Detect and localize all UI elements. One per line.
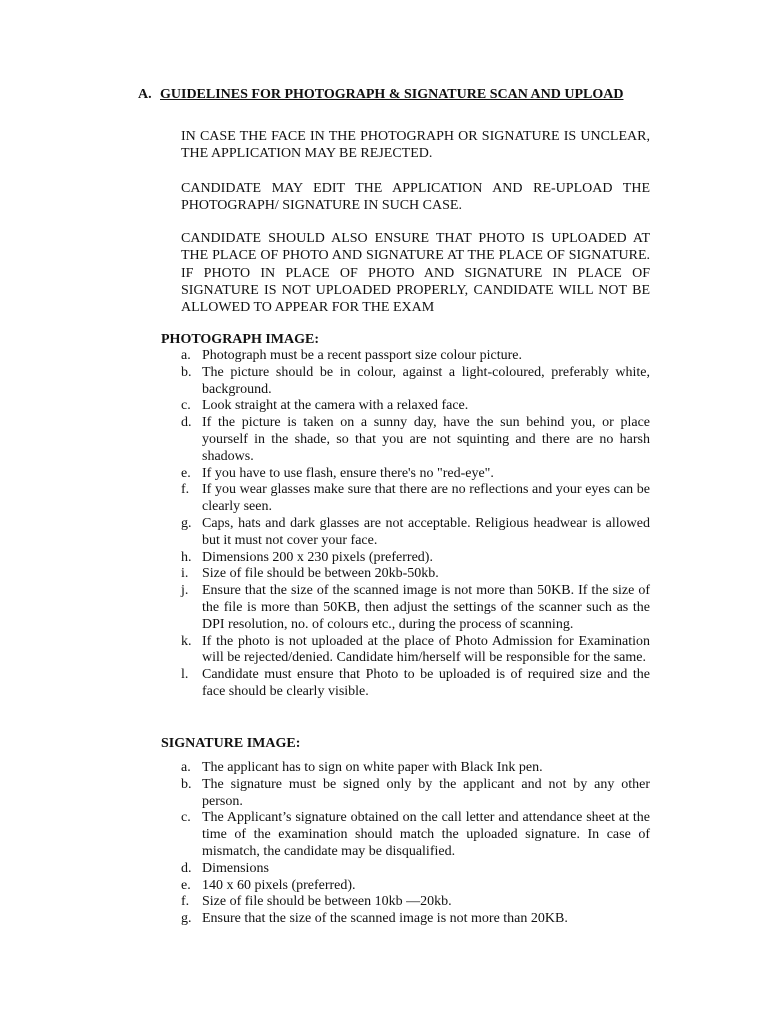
list-item-text: Dimensions 200 x 230 pixels (preferred).	[202, 549, 433, 565]
list-marker: l.	[181, 667, 189, 683]
section-heading	[138, 86, 623, 104]
list-marker: d.	[181, 860, 192, 876]
list-item-text: Photograph must be a recent passport size colour picture.	[202, 348, 522, 363]
list-item-text: Look straight at the camera with a relaxed face.	[202, 398, 469, 414]
list-marker: k.	[181, 633, 192, 649]
list-item	[0, 878, 650, 895]
list-item-text: If the photo is not uploaded at the place of Photo Admission for Examination will be rejected/denied. Candidate him/herself will be responsible for the same.	[202, 633, 650, 666]
list-item	[0, 777, 650, 811]
list-item-text: If the picture is taken on a sunny day, have the sun behind you, or place yourself in the shade, so that you are not squinting and there are no harsh shadows.	[202, 415, 650, 464]
photograph-guidelines-list	[0, 348, 768, 701]
list-item	[0, 911, 650, 928]
list-item	[0, 566, 650, 583]
list-item-text: Ensure that the size of the scanned image is not more than 50KB. If the size of the file is more than 50KB, then adjust the settings of the scanner such as the DPI resolution, no. of colours etc., during the process of scanning.	[202, 583, 650, 632]
list-item	[0, 415, 650, 465]
list-item	[0, 365, 650, 399]
list-marker: e.	[181, 877, 191, 893]
list-item	[0, 516, 650, 550]
list-item	[0, 760, 650, 777]
section-title: GUIDELINES FOR PHOTOGRAPH & SIGNATURE SCAN AND UPLOAD	[160, 87, 624, 102]
list-item	[0, 466, 650, 483]
list-item-text: 140 x 60 pixels (preferred).	[202, 877, 356, 893]
list-marker: f.	[181, 894, 190, 910]
list-item-text: Ensure that the size of the scanned image is not more than 20KB.	[202, 911, 568, 927]
signature-section-title: SIGNATURE IMAGE:	[161, 736, 301, 751]
list-item	[0, 348, 650, 365]
list-item-text: If you wear glasses make sure that there are no reflections and your eyes can be clearly seen.	[202, 482, 650, 515]
list-marker: a.	[181, 760, 191, 775]
list-marker: a.	[181, 348, 191, 363]
list-marker: h.	[181, 549, 192, 565]
list-item-text: Candidate must ensure that Photo to be uploaded is of required size and the face should be clearly visible.	[202, 667, 650, 699]
list-item	[0, 583, 650, 633]
list-marker: j.	[181, 583, 189, 599]
list-item	[0, 634, 650, 668]
list-item	[0, 894, 650, 911]
signature-guidelines-list	[0, 760, 768, 928]
list-item	[0, 550, 650, 567]
list-marker: b.	[181, 776, 192, 792]
list-item-text: The picture should be in colour, against a light-coloured, preferably white, background.	[202, 364, 650, 397]
intro-paragraph-2: CANDIDATE MAY EDIT THE APPLICATION AND RE-UPLOAD THE PHOTOGRAPH/ SIGNATURE IN SUCH CASE.	[181, 181, 650, 214]
list-item	[0, 667, 650, 701]
list-marker: b.	[181, 364, 192, 380]
list-item-text: If you have to use flash, ensure there's no "red-eye".	[202, 465, 494, 481]
list-item-text: Dimensions	[202, 860, 269, 876]
list-item	[0, 482, 650, 516]
list-item	[0, 861, 650, 878]
section-letter: A.	[138, 87, 152, 102]
list-marker: c.	[181, 810, 191, 826]
list-marker: c.	[181, 398, 191, 414]
list-item-text: The Applicant’s signature obtained on the call letter and attendance sheet at the time of the examination should match the uploaded signature. In case of mismatch, the candidate may be disqualified.	[202, 810, 650, 859]
list-item-text: The signature must be signed only by the applicant and not by any other person.	[202, 776, 650, 809]
intro-paragraph-3: CANDIDATE SHOULD ALSO ENSURE THAT PHOTO IS UPLOADED AT THE PLACE OF PHOTO AND SIGNATURE AT THE PLACE OF SIGNATURE. IF PHOTO IN PLACE OF PHOTO AND SIGNATURE IN PLACE OF SIGNATURE IS NOT UPLOADED PROPERLY, CANDIDATE WILL NOT BE ALLOWED TO APPEAR FOR THE EXAM	[181, 231, 650, 316]
list-item-text: Caps, hats and dark glasses are not acceptable. Religious headwear is allowed but it must not cover your face.	[202, 515, 650, 548]
photograph-section-title: PHOTOGRAPH IMAGE:	[161, 332, 320, 347]
list-marker: g.	[181, 911, 192, 927]
list-item	[0, 398, 650, 415]
list-marker: d.	[181, 415, 192, 431]
list-marker: e.	[181, 465, 191, 481]
list-item-text: Size of file should be between 10kb —20kb.	[202, 894, 452, 910]
list-item	[0, 810, 650, 860]
list-marker: g.	[181, 515, 192, 531]
list-marker: i.	[181, 566, 189, 582]
list-item-text: The applicant has to sign on white paper with Black Ink pen.	[202, 760, 543, 775]
list-item-text: Size of file should be between 20kb-50kb.	[202, 566, 439, 582]
list-marker: f.	[181, 482, 190, 498]
intro-paragraph-1: IN CASE THE FACE IN THE PHOTOGRAPH OR SIGNATURE IS UNCLEAR, THE APPLICATION MAY BE REJECTED.	[181, 129, 650, 162]
